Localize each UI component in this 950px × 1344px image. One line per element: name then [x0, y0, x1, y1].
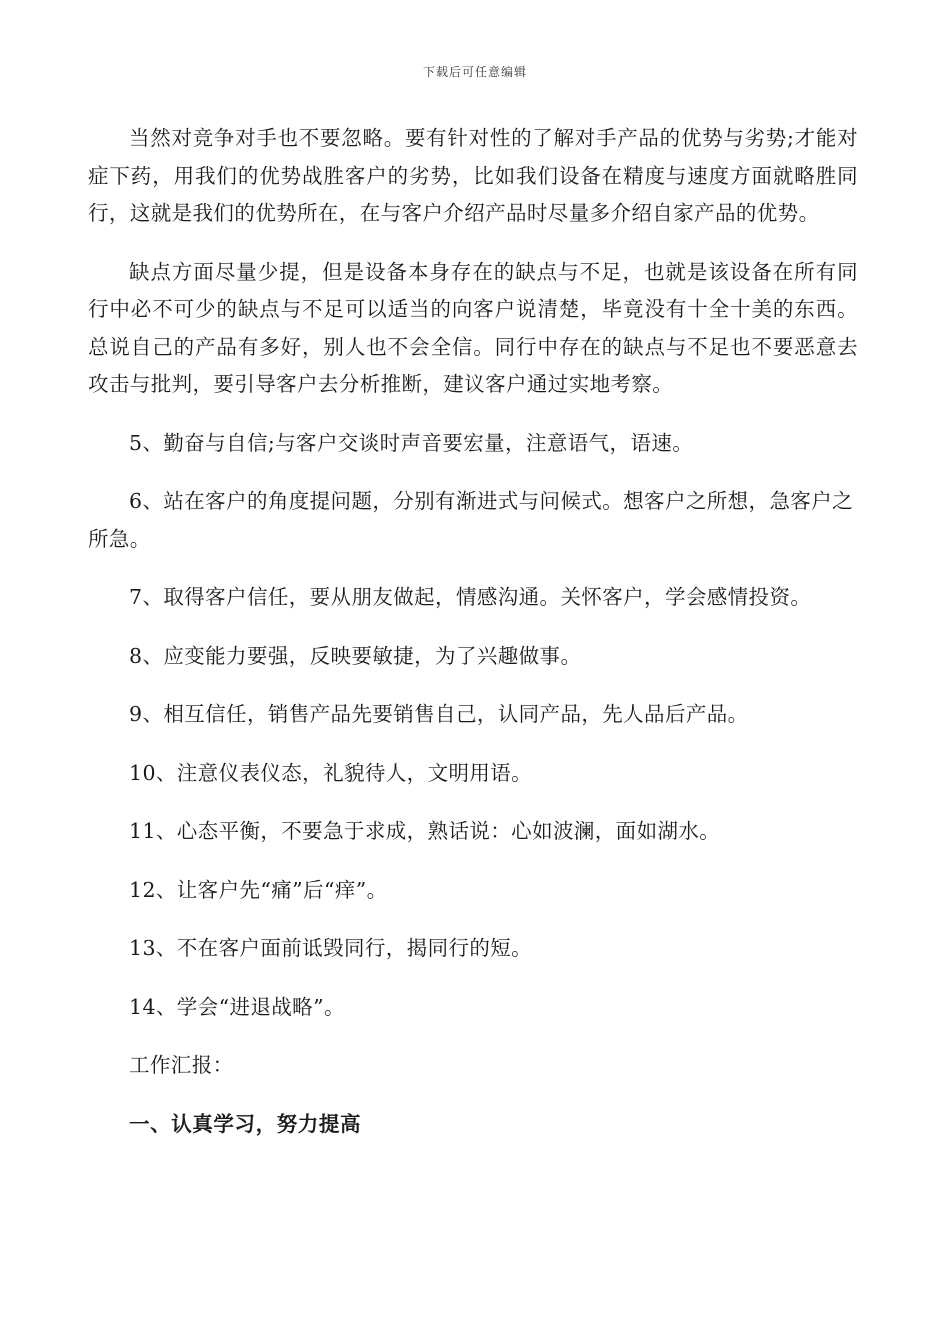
list-item: 6、站在客户的角度提问题，分别有渐进式与问候式。想客户之所想，急客户之所急。 [88, 489, 854, 551]
list-item: 10、注意仪表仪态，礼貌待人，文明用语。 [129, 760, 533, 785]
page-header: 下载后可任意编辑 [422, 65, 527, 79]
work-report-label: 工作汇报： [129, 1053, 234, 1077]
list-item: 9、相互信任，销售产品先要销售自己，认同产品，先人品后产品。 [129, 702, 749, 726]
list-item: 8、应变能力要强，反映要敏捷，为了兴趣做事。 [129, 643, 582, 668]
paragraph-weaknesses: 缺点方面尽量少提，但是设备本身存在的缺点与不足，也就是该设备在所有同行中必不可少的缺点与不足可以适当的向客户说清楚，毕竟没有十全十美的东西。总说自己的产品有多好，别人也不会全信。同行中存在的缺点与不足也不要恶意去攻击与批判，要引导客户去分析推断，建议客户通过实地考察。 [88, 259, 858, 396]
list-item: 14、学会“进退战略”。 [129, 994, 345, 1019]
document-body [88, 120, 858, 1143]
section-heading: 一、认真学习，努力提高 [129, 1111, 362, 1136]
list-item: 11、心态平衡，不要急于求成，熟话说：心如波澜，面如湖水。 [129, 819, 721, 843]
paragraph-competitors: 当然对竞争对手也不要忽略。要有针对性的了解对手产品的优势与劣势;才能对症下药，用我们的优势战胜客户的劣势，比如我们设备在精度与速度方面就略胜同行，这就是我们的优势所在，在与客户介绍产品时尽量多介绍自家产品的优势。 [88, 126, 858, 225]
list-item: 5、勤奋与自信;与客户交谈时声音要宏量，注意语气，语速。 [129, 430, 694, 455]
list-item: 7、取得客户信任，要从朋友做起，情感沟通。关怀客户，学会感情投资。 [129, 585, 812, 609]
list-item: 13、不在客户面前诋毁同行，揭同行的短。 [129, 936, 533, 960]
list-item: 12、让客户先“痛”后“痒”。 [129, 877, 388, 902]
